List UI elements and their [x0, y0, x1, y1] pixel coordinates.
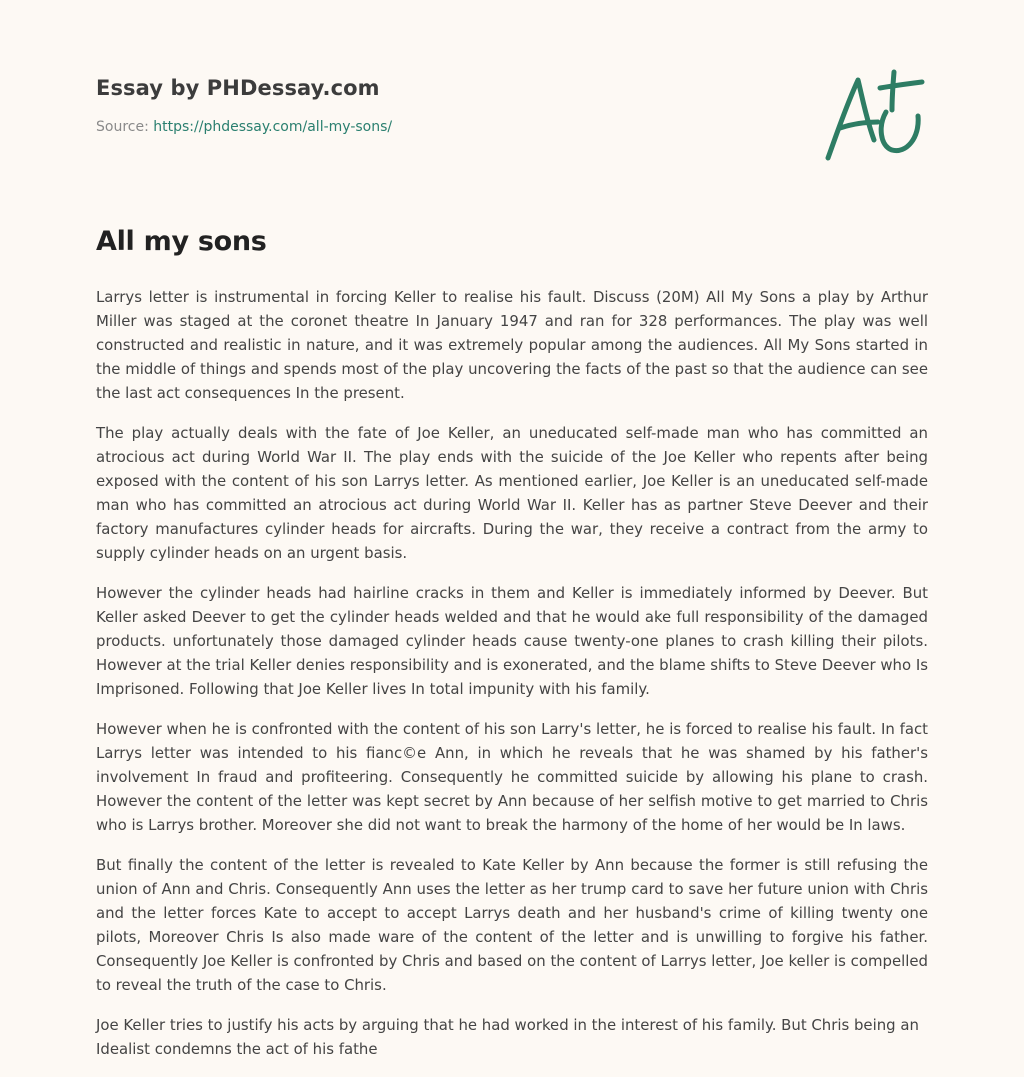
essay-title: All my sons — [96, 226, 267, 257]
a-plus-grade-icon — [822, 66, 928, 166]
page-header — [96, 76, 392, 135]
essay-paragraph: However the cylinder heads had hairline cracks in them and Keller is immediately informed by Deever. But Keller asked Deever to get the cylinder heads welded and that he would ake full responsibility of the damaged products. unfortunately those damaged cylinder heads cause twenty-one planes to crash killing their pilots. However at the trial Keller denies responsibility and is exonerated, and the blame shifts to Steve Deever who Is Imprisoned. Following that Joe Keller lives In total impunity with his family. — [96, 584, 928, 698]
source-link[interactable]: https://phdessay.com/all-my-sons/ — [153, 119, 393, 135]
site-title: Essay by PHDessay.com — [96, 76, 380, 100]
essay-content — [96, 226, 928, 1077]
source-line — [96, 119, 392, 135]
essay-paragraph: But finally the content of the letter is revealed to Kate Keller by Ann because the former is still refusing the union of Ann and Chris. Consequently Ann uses the letter as her trump card to save her future union with Chris and the letter forces Kate to accept to accept Larrys death and her husband's crime of killing twenty one pilots, Moreover Chris Is also made ware of the content of the letter and is unwilling to forgive his father. Consequently Joe Keller is confronted by Chris and based on the content of Larrys letter, Joe keller is compelled to reveal the truth of the case to Chris. — [96, 856, 928, 994]
essay-paragraph: The play actually deals with the fate of Joe Keller, an uneducated self-made man who has committed an atrocious act during World War II. The play ends with the suicide of the Joe Keller who repents after being exposed with the content of his son Larrys letter. As mentioned earlier, Joe Keller is an uneducated self-made man who has committed an atrocious act during World War II. Keller has as partner Steve Deever and their factory manufactures cylinder heads for aircrafts. During the war, they receive a contract from the army to supply cylinder heads on an urgent basis. — [96, 424, 928, 562]
essay-paragraph: However when he is confronted with the content of his son Larry's letter, he is forced to realise his fault. In fact Larrys letter was intended to his fianc©e Ann, in which he reveals that he was shamed by his father's involvement In fraud and profiteering. Consequently he committed suicide by allowing his plane to crash. However the content of the letter was kept secret by Ann because of her selfish motive to get married to Chris who is Larrys brother. Moreover she did not want to break the harmony of the home of her would be In laws. — [96, 720, 928, 834]
source-label: Source: — [96, 119, 149, 135]
essay-paragraph: Joe Keller tries to justify his acts by arguing that he had worked in the interest of his family. But Chris being an Idealist condemns the act of his fathe — [96, 1016, 919, 1058]
essay-paragraph: Larrys letter is instrumental in forcing Keller to realise his fault. Discuss (20M) All My Sons a play by Arthur Miller was staged at the coronet theatre In January 1947 and ran for 328 performances. The play was well constructed and realistic in nature, and it was extremely popular among the audiences. All My Sons started in the middle of things and spends most of the play uncovering the facts of the past so that the audience can see the last act consequences In the present. — [96, 288, 928, 402]
